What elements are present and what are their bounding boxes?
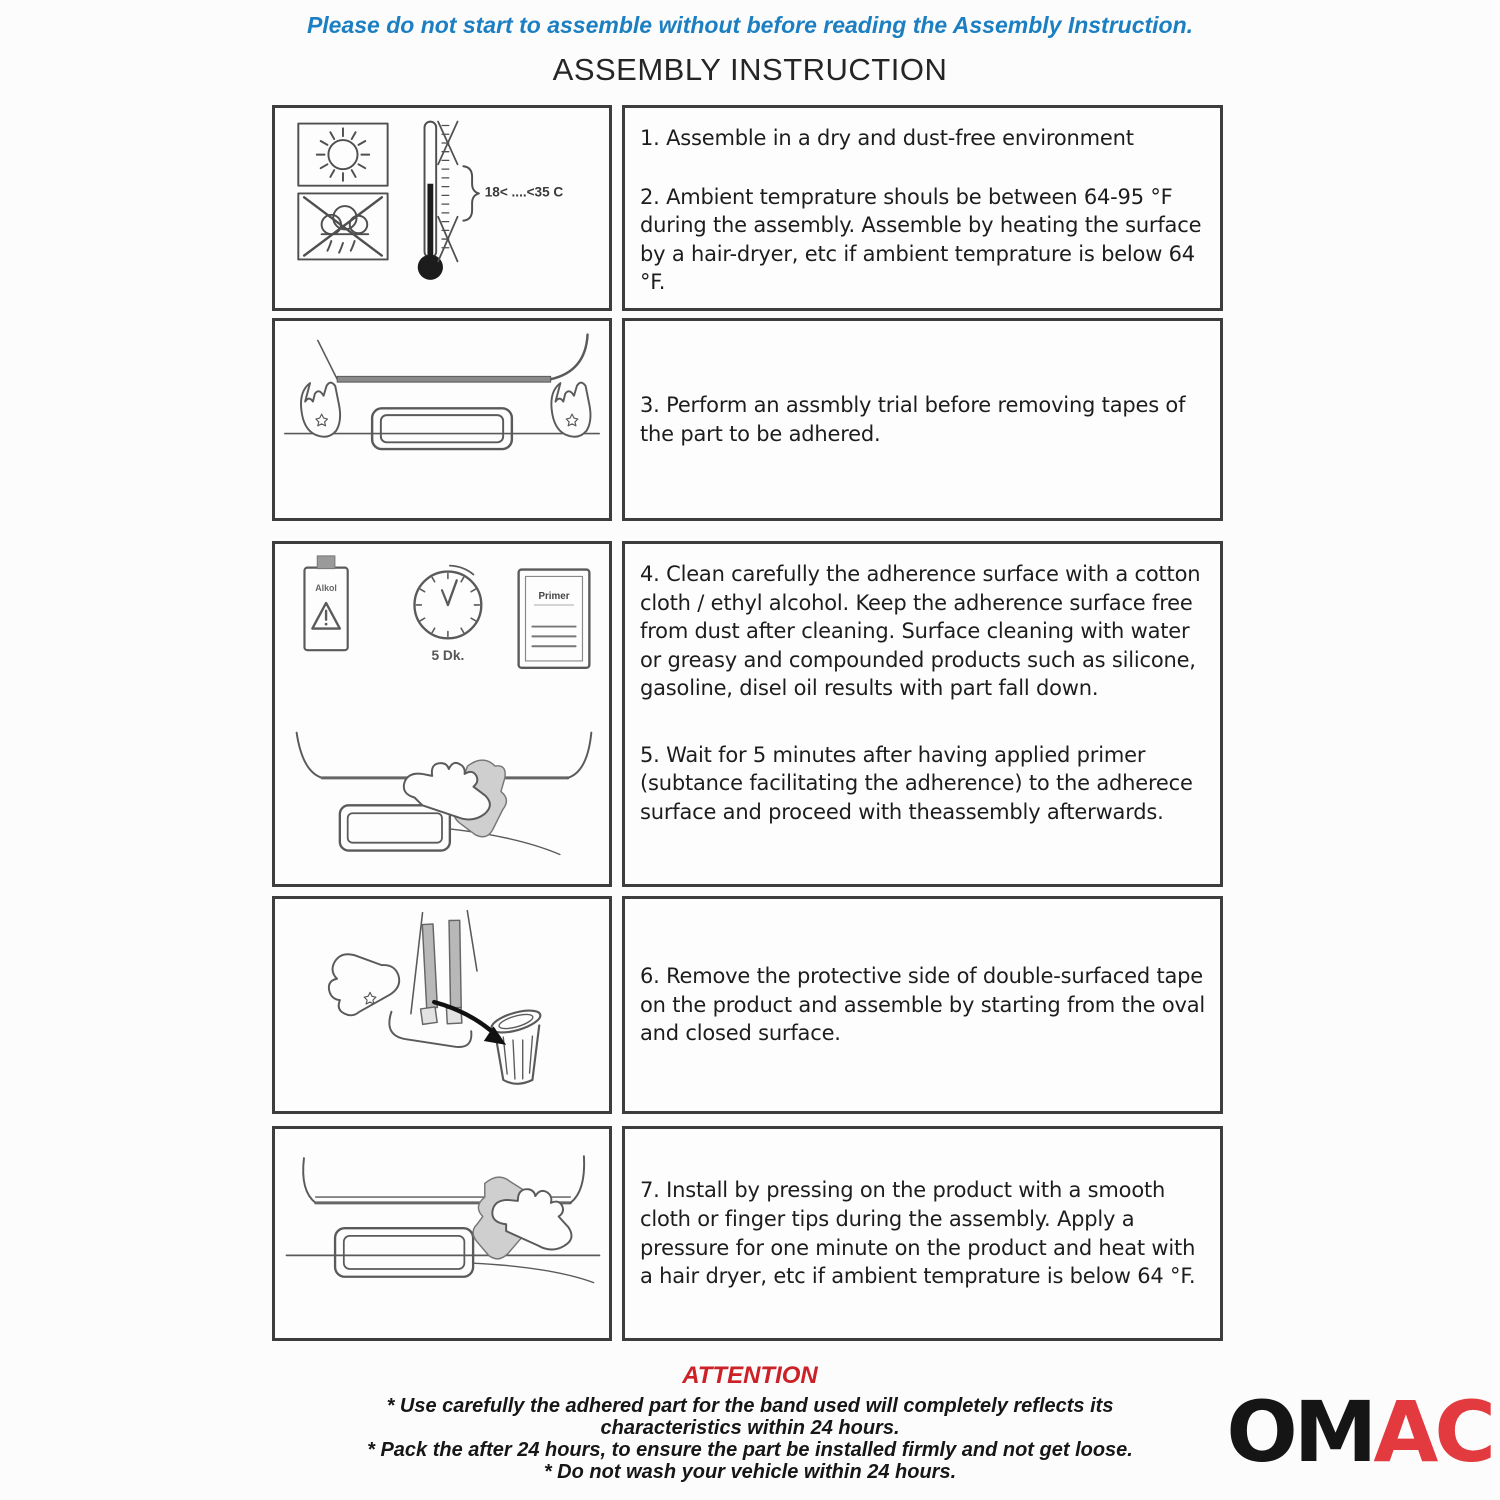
pre-assembly-warning: Please do not start to assemble without before reading the Assembly Instruction. bbox=[306, 12, 1194, 38]
tape-removal-illustration bbox=[272, 896, 612, 1114]
left-hand-icon bbox=[301, 383, 340, 437]
svg-text:Alkol: Alkol bbox=[315, 583, 337, 594]
step-4-text: 4. Clean carefully the adherence surface with a cotton cloth / ethyl alcohol. Keep the adherence surface free from dust after cleaning. Surface cleaning with water or greasy and compounded products such as silicone, gasoline, disel oil results with part fall down. bbox=[640, 562, 1201, 701]
pressing-hand-icon bbox=[473, 1177, 571, 1259]
alcohol-bottle-icon bbox=[304, 556, 347, 650]
attention-note-3: * Do not wash your vehicle within 24 hours. bbox=[543, 1461, 957, 1483]
environment-illustration bbox=[272, 105, 612, 311]
primer-card-icon bbox=[519, 570, 590, 668]
wiping-hand-icon bbox=[404, 760, 507, 837]
step-4-5-textbox bbox=[622, 541, 1223, 887]
no-rain-icon bbox=[304, 197, 382, 255]
step-6-textbox bbox=[622, 896, 1223, 1114]
step-row-cleaning bbox=[0, 541, 1500, 887]
cleaning-illustration bbox=[272, 541, 612, 887]
step-3-text: 3. Perform an assmbly trial before removing tapes of the part to be adhered. bbox=[640, 392, 1186, 446]
attention-note-2: * Pack the after 24 hours, to ensure the part be installed firmly and not get loose. bbox=[367, 1439, 1133, 1461]
step-2-text: 2. Ambient temprature shouls be between 64-95 °F during the assembly. Assemble by heating the surface by a hair-dryer, etc if ambient temprature is below 64 °F. bbox=[640, 184, 1202, 295]
omac-logo bbox=[1226, 1383, 1492, 1481]
temperature-range-label: 18< ....<35 C bbox=[484, 184, 564, 200]
thermometer-icon bbox=[418, 122, 479, 280]
sun-icon bbox=[317, 128, 369, 180]
omac-logo-red-part: AC bbox=[1373, 1383, 1492, 1481]
plate-recess bbox=[372, 408, 512, 449]
page-title: ASSEMBLY INSTRUCTION bbox=[552, 52, 948, 87]
install-illustration bbox=[272, 1126, 612, 1341]
right-hand-icon bbox=[551, 383, 590, 437]
step-6-text: 6. Remove the protective side of double-surfaced tape on the product and assemble by starting from the oval and closed surface. bbox=[640, 964, 1206, 1046]
step-1-text: 1. Assemble in a dry and dust-free environment bbox=[640, 126, 1134, 150]
step-1-2-textbox bbox=[622, 105, 1223, 311]
step-7-textbox bbox=[622, 1126, 1223, 1341]
trash-can-icon bbox=[489, 1006, 542, 1084]
svg-text:5 Dk.: 5 Dk. bbox=[431, 647, 465, 663]
step-5-text: 5. Wait for 5 minutes after having applied primer (subtance facilitating the adherence) to the adherece surface and proceed with theassembly afterwards. bbox=[640, 742, 1193, 824]
trial-illustration bbox=[272, 318, 612, 521]
step-row-install bbox=[0, 1126, 1500, 1341]
svg-text:Primer: Primer bbox=[538, 591, 570, 603]
trim-strip bbox=[337, 376, 550, 382]
clock-icon bbox=[414, 566, 481, 663]
step-row-tape bbox=[0, 896, 1500, 1114]
omac-logo-black-part: OM bbox=[1226, 1383, 1374, 1481]
step-row-environment bbox=[0, 105, 1500, 311]
step-7-text: 7. Install by pressing on the product with a smooth cloth or finger tips during the assembly. Apply a pressure for one minute on the product and heat with a hair dryer, etc if ambient temprature is below 64 °F. bbox=[640, 1178, 1196, 1289]
pulling-hand-icon bbox=[329, 954, 399, 1015]
attention-title: ATTENTION bbox=[682, 1362, 818, 1389]
attention-note-1: * Use carefully the adhered part for the band used will completely reflects its characteristics within 24 hours. bbox=[386, 1395, 1114, 1439]
step-row-trial bbox=[0, 318, 1500, 521]
step-3-textbox bbox=[622, 318, 1223, 521]
